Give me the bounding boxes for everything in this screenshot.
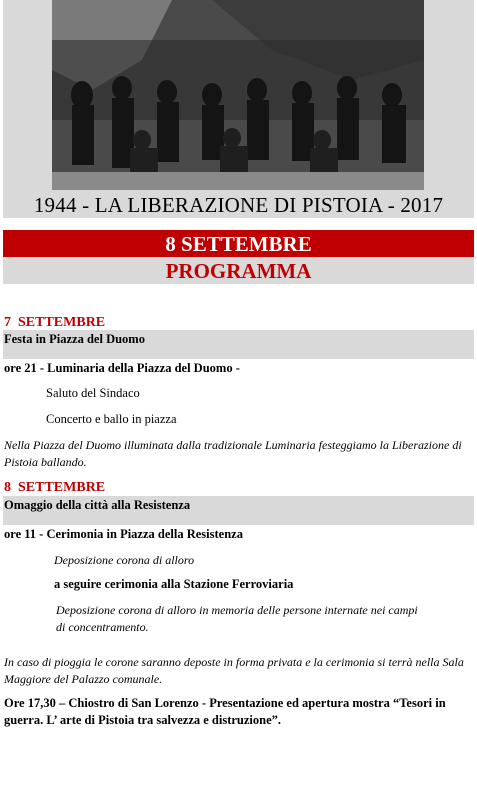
day1-item-2: Concerto e ballo in piazza (46, 412, 177, 426)
header-title: 1944 - LA LIBERAZIONE DI PISTOIA - 2017 (33, 193, 444, 217)
photo-illustration (52, 0, 424, 190)
day2-event-row (3, 496, 474, 525)
day2-item-3: Deposizione corona di alloro in memoria delle persone internate nei campi di concentramento. (56, 603, 418, 634)
programma-banner: PROGRAMMA (3, 257, 474, 284)
day1-item-1: Saluto del Sindaco (46, 386, 140, 400)
day2-item-2: a seguire cerimonia alla Stazione Ferroviaria (54, 577, 294, 591)
day2-item-1: Deposizione corona di alloro (54, 553, 195, 567)
day1-heading: 7 SETTEMBRE (4, 315, 106, 330)
day2-heading: 8 SETTEMBRE (4, 480, 106, 495)
day2-event-title: Omaggio della città alla Resistenza (4, 498, 191, 512)
day2-rain-note: In caso di pioggia le corone saranno deposte in forma privata e la cerimonia si terrà nella Sala Maggiore del Palazzo comunale. (4, 655, 464, 686)
date-banner: 8 SETTEMBRE (3, 230, 474, 257)
day1-event-title: Festa in Piazza del Duomo (4, 332, 145, 346)
day1-event-row (3, 330, 474, 359)
day2-final-line: Ore 17,30 – Chiostro di San Lorenzo - Presentazione ed apertura mostra “Tesori in guerra. L’ arte di Pistoia tra salvezza e distruzione”. (4, 696, 446, 727)
header-photo (52, 0, 424, 190)
day1-description: Nella Piazza del Duomo illuminata dalla tradizionale Luminaria festeggiamo la Liberazione di Pistoia ballando. (4, 438, 462, 469)
day1-time-line: ore 21 - Luminaria della Piazza del Duomo - (4, 361, 240, 375)
day2-time-line: ore 11 - Cerimonia in Piazza della Resistenza (4, 527, 243, 541)
